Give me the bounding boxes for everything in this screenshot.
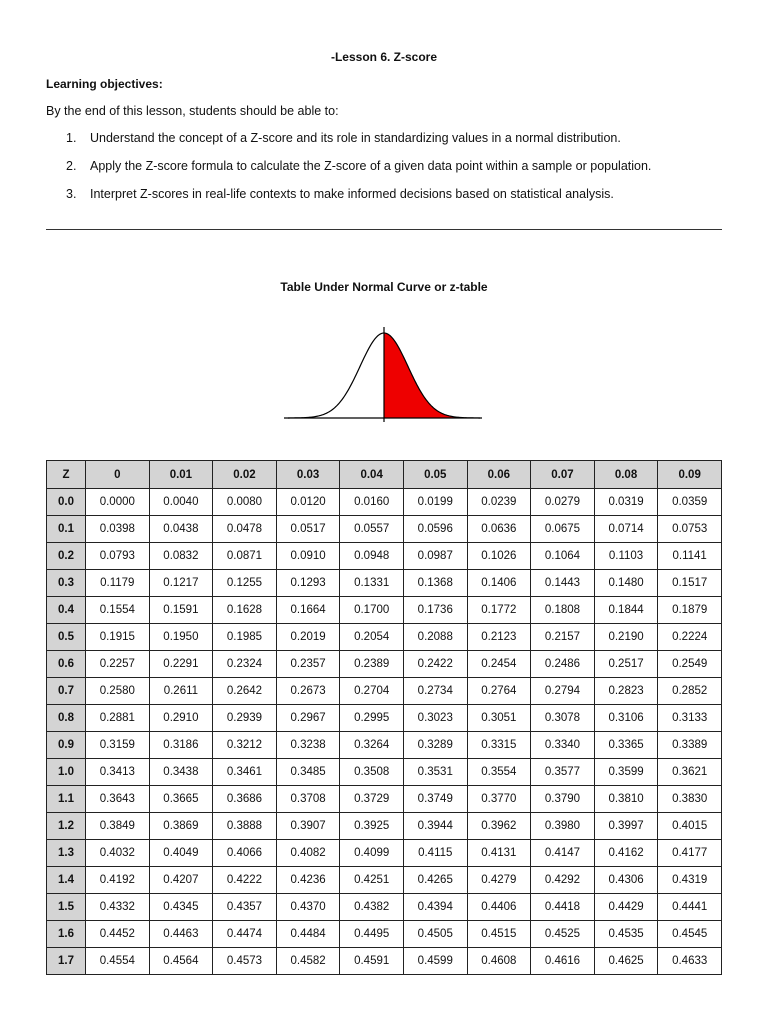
table-cell: 0.3106 — [594, 705, 658, 732]
table-cell: 0.1179 — [86, 570, 150, 597]
z-value-cell: 1.5 — [47, 894, 86, 921]
table-cell: 0.3289 — [403, 732, 467, 759]
z-value-cell: 0.2 — [47, 543, 86, 570]
table-cell: 0.1736 — [403, 597, 467, 624]
header-col: 0.08 — [594, 461, 658, 489]
table-cell: 0.4535 — [594, 921, 658, 948]
table-cell: 0.2549 — [658, 651, 722, 678]
z-value-cell: 0.7 — [47, 678, 86, 705]
table-cell: 0.0596 — [403, 516, 467, 543]
table-cell: 0.0753 — [658, 516, 722, 543]
table-cell: 0.4192 — [86, 867, 150, 894]
objectives-list — [66, 131, 651, 215]
table-cell: 0.0160 — [340, 489, 404, 516]
table-cell: 0.4222 — [213, 867, 277, 894]
table-cell: 0.2794 — [531, 678, 595, 705]
table-header-row — [47, 461, 722, 489]
table-cell: 0.0675 — [531, 516, 595, 543]
table-cell: 0.3790 — [531, 786, 595, 813]
table-row — [47, 570, 722, 597]
table-cell: 0.0910 — [276, 543, 340, 570]
header-col: 0 — [86, 461, 150, 489]
table-cell: 0.2611 — [149, 678, 213, 705]
table-cell: 0.4115 — [403, 840, 467, 867]
header-col: 0.07 — [531, 461, 595, 489]
z-value-cell: 0.6 — [47, 651, 86, 678]
table-cell: 0.2454 — [467, 651, 531, 678]
table-cell: 0.4406 — [467, 894, 531, 921]
table-cell: 0.1293 — [276, 570, 340, 597]
table-cell: 0.2852 — [658, 678, 722, 705]
table-cell: 0.0636 — [467, 516, 531, 543]
table-cell: 0.4484 — [276, 921, 340, 948]
table-cell: 0.4394 — [403, 894, 467, 921]
z-value-cell: 0.4 — [47, 597, 86, 624]
table-cell: 0.2734 — [403, 678, 467, 705]
table-cell: 0.4032 — [86, 840, 150, 867]
table-cell: 0.4265 — [403, 867, 467, 894]
table-cell: 0.3438 — [149, 759, 213, 786]
z-value-cell: 0.9 — [47, 732, 86, 759]
table-cell: 0.2054 — [340, 624, 404, 651]
table-cell: 0.2967 — [276, 705, 340, 732]
header-col: 0.04 — [340, 461, 404, 489]
objective-text: Interpret Z-scores in real-life contexts to make informed decisions based on statistical analysis. — [90, 187, 614, 201]
table-row — [47, 840, 722, 867]
table-cell: 0.4545 — [658, 921, 722, 948]
objective-item — [66, 131, 651, 159]
objective-text: Understand the concept of a Z-score and its role in standardizing values in a normal distribution. — [90, 131, 621, 145]
table-cell: 0.4319 — [658, 867, 722, 894]
z-value-cell: 0.5 — [47, 624, 86, 651]
table-cell: 0.2823 — [594, 678, 658, 705]
table-cell: 0.1664 — [276, 597, 340, 624]
table-row — [47, 624, 722, 651]
table-row — [47, 651, 722, 678]
table-cell: 0.0832 — [149, 543, 213, 570]
z-value-cell: 1.3 — [47, 840, 86, 867]
table-cell: 0.0557 — [340, 516, 404, 543]
table-cell: 0.2486 — [531, 651, 595, 678]
table-cell: 0.2257 — [86, 651, 150, 678]
table-cell: 0.3925 — [340, 813, 404, 840]
objective-number: 1. — [66, 131, 77, 145]
table-cell: 0.3508 — [340, 759, 404, 786]
table-cell: 0.0478 — [213, 516, 277, 543]
table-cell: 0.1443 — [531, 570, 595, 597]
shaded-area — [384, 333, 480, 418]
table-row — [47, 813, 722, 840]
table-row — [47, 705, 722, 732]
table-cell: 0.2389 — [340, 651, 404, 678]
table-cell: 0.4554 — [86, 948, 150, 975]
objective-item — [66, 159, 651, 187]
table-row — [47, 489, 722, 516]
table-cell: 0.1591 — [149, 597, 213, 624]
header-col: 0.01 — [149, 461, 213, 489]
z-value-cell: 0.0 — [47, 489, 86, 516]
table-cell: 0.4608 — [467, 948, 531, 975]
normal-curve-figure — [284, 325, 484, 425]
table-cell: 0.1368 — [403, 570, 467, 597]
table-cell: 0.2123 — [467, 624, 531, 651]
table-cell: 0.1255 — [213, 570, 277, 597]
table-cell: 0.4452 — [86, 921, 150, 948]
table-cell: 0.0239 — [467, 489, 531, 516]
table-cell: 0.3770 — [467, 786, 531, 813]
table-cell: 0.1628 — [213, 597, 277, 624]
table-cell: 0.4177 — [658, 840, 722, 867]
table-cell: 0.4279 — [467, 867, 531, 894]
table-cell: 0.3186 — [149, 732, 213, 759]
table-cell: 0.1844 — [594, 597, 658, 624]
table-cell: 0.4099 — [340, 840, 404, 867]
table-cell: 0.4015 — [658, 813, 722, 840]
table-cell: 0.3485 — [276, 759, 340, 786]
table-cell: 0.0948 — [340, 543, 404, 570]
table-cell: 0.0987 — [403, 543, 467, 570]
table-cell: 0.0517 — [276, 516, 340, 543]
table-body — [47, 489, 722, 975]
table-cell: 0.3599 — [594, 759, 658, 786]
table-cell: 0.2580 — [86, 678, 150, 705]
table-cell: 0.3461 — [213, 759, 277, 786]
table-cell: 0.4370 — [276, 894, 340, 921]
table-cell: 0.4582 — [276, 948, 340, 975]
table-cell: 0.2995 — [340, 705, 404, 732]
table-cell: 0.1985 — [213, 624, 277, 651]
table-row — [47, 894, 722, 921]
table-cell: 0.2357 — [276, 651, 340, 678]
table-cell: 0.4495 — [340, 921, 404, 948]
table-cell: 0.2019 — [276, 624, 340, 651]
table-cell: 0.0359 — [658, 489, 722, 516]
table-row — [47, 732, 722, 759]
table-cell: 0.3238 — [276, 732, 340, 759]
table-cell: 0.4463 — [149, 921, 213, 948]
table-cell: 0.3264 — [340, 732, 404, 759]
table-cell: 0.4082 — [276, 840, 340, 867]
table-cell: 0.2422 — [403, 651, 467, 678]
table-cell: 0.3389 — [658, 732, 722, 759]
objectives-heading: Learning objectives: — [46, 77, 163, 91]
header-col: 0.09 — [658, 461, 722, 489]
table-cell: 0.3577 — [531, 759, 595, 786]
z-value-cell: 1.7 — [47, 948, 86, 975]
table-cell: 0.3849 — [86, 813, 150, 840]
table-cell: 0.0398 — [86, 516, 150, 543]
table-cell: 0.3413 — [86, 759, 150, 786]
table-cell: 0.0080 — [213, 489, 277, 516]
table-cell: 0.3869 — [149, 813, 213, 840]
table-cell: 0.1772 — [467, 597, 531, 624]
table-cell: 0.1064 — [531, 543, 595, 570]
table-cell: 0.1480 — [594, 570, 658, 597]
table-cell: 0.4292 — [531, 867, 595, 894]
table-cell: 0.1808 — [531, 597, 595, 624]
table-cell: 0.3907 — [276, 813, 340, 840]
z-value-cell: 0.3 — [47, 570, 86, 597]
z-value-cell: 1.1 — [47, 786, 86, 813]
table-cell: 0.3023 — [403, 705, 467, 732]
table-cell: 0.4515 — [467, 921, 531, 948]
table-cell: 0.1103 — [594, 543, 658, 570]
table-cell: 0.2939 — [213, 705, 277, 732]
objective-number: 3. — [66, 187, 77, 201]
table-cell: 0.4357 — [213, 894, 277, 921]
table-cell: 0.2224 — [658, 624, 722, 651]
table-cell: 0.4418 — [531, 894, 595, 921]
lesson-title: -Lesson 6. Z-score — [330, 50, 438, 64]
table-row — [47, 678, 722, 705]
table-cell: 0.4382 — [340, 894, 404, 921]
table-cell: 0.3643 — [86, 786, 150, 813]
table-title: Table Under Normal Curve or z-table — [280, 280, 488, 294]
table-cell: 0.3980 — [531, 813, 595, 840]
table-cell: 0.3133 — [658, 705, 722, 732]
table-cell: 0.3665 — [149, 786, 213, 813]
table-cell: 0.4207 — [149, 867, 213, 894]
table-cell: 0.1950 — [149, 624, 213, 651]
table-cell: 0.2324 — [213, 651, 277, 678]
table-cell: 0.0000 — [86, 489, 150, 516]
table-cell: 0.2190 — [594, 624, 658, 651]
intro-text: By the end of this lesson, students should be able to: — [46, 104, 339, 118]
table-cell: 0.3315 — [467, 732, 531, 759]
table-cell: 0.1517 — [658, 570, 722, 597]
table-cell: 0.1217 — [149, 570, 213, 597]
table-cell: 0.4332 — [86, 894, 150, 921]
table-cell: 0.0199 — [403, 489, 467, 516]
table-row — [47, 867, 722, 894]
table-cell: 0.3729 — [340, 786, 404, 813]
table-cell: 0.4564 — [149, 948, 213, 975]
table-cell: 0.4625 — [594, 948, 658, 975]
table-cell: 0.4616 — [531, 948, 595, 975]
header-col: 0.05 — [403, 461, 467, 489]
objective-text: Apply the Z-score formula to calculate the Z-score of a given data point within a sample or population. — [90, 159, 652, 173]
table-cell: 0.2517 — [594, 651, 658, 678]
z-value-cell: 0.1 — [47, 516, 86, 543]
table-cell: 0.2881 — [86, 705, 150, 732]
table-cell: 0.4573 — [213, 948, 277, 975]
table-cell: 0.3888 — [213, 813, 277, 840]
table-cell: 0.4147 — [531, 840, 595, 867]
table-cell: 0.4505 — [403, 921, 467, 948]
table-cell: 0.2704 — [340, 678, 404, 705]
table-cell: 0.3708 — [276, 786, 340, 813]
table-cell: 0.1406 — [467, 570, 531, 597]
table-cell: 0.4429 — [594, 894, 658, 921]
table-cell: 0.1700 — [340, 597, 404, 624]
table-cell: 0.3686 — [213, 786, 277, 813]
table-row — [47, 597, 722, 624]
table-cell: 0.4633 — [658, 948, 722, 975]
table-cell: 0.3554 — [467, 759, 531, 786]
table-cell: 0.4474 — [213, 921, 277, 948]
table-row — [47, 921, 722, 948]
table-cell: 0.2157 — [531, 624, 595, 651]
z-value-cell: 1.4 — [47, 867, 86, 894]
header-col: 0.03 — [276, 461, 340, 489]
table-cell: 0.1026 — [467, 543, 531, 570]
table-cell: 0.2910 — [149, 705, 213, 732]
table-cell: 0.2764 — [467, 678, 531, 705]
table-cell: 0.3621 — [658, 759, 722, 786]
table-cell: 0.0120 — [276, 489, 340, 516]
table-cell: 0.3962 — [467, 813, 531, 840]
table-cell: 0.0871 — [213, 543, 277, 570]
objective-number: 2. — [66, 159, 77, 173]
table-cell: 0.0319 — [594, 489, 658, 516]
table-row — [47, 786, 722, 813]
table-cell: 0.4306 — [594, 867, 658, 894]
table-row — [47, 516, 722, 543]
table-cell: 0.3159 — [86, 732, 150, 759]
z-value-cell: 1.6 — [47, 921, 86, 948]
table-cell: 0.4162 — [594, 840, 658, 867]
table-row — [47, 948, 722, 975]
table-cell: 0.0714 — [594, 516, 658, 543]
table-cell: 0.0279 — [531, 489, 595, 516]
table-cell: 0.3749 — [403, 786, 467, 813]
table-cell: 0.2642 — [213, 678, 277, 705]
z-table — [46, 460, 722, 975]
table-cell: 0.4251 — [340, 867, 404, 894]
table-cell: 0.4591 — [340, 948, 404, 975]
table-cell: 0.3078 — [531, 705, 595, 732]
table-cell: 0.0438 — [149, 516, 213, 543]
objective-item — [66, 187, 651, 215]
table-cell: 0.4236 — [276, 867, 340, 894]
header-col: 0.06 — [467, 461, 531, 489]
table-cell: 0.1554 — [86, 597, 150, 624]
table-cell: 0.3051 — [467, 705, 531, 732]
table-cell: 0.4345 — [149, 894, 213, 921]
table-cell: 0.2291 — [149, 651, 213, 678]
table-cell: 0.4066 — [213, 840, 277, 867]
z-value-cell: 1.2 — [47, 813, 86, 840]
header-z: Z — [47, 461, 86, 489]
table-cell: 0.4525 — [531, 921, 595, 948]
table-cell: 0.4131 — [467, 840, 531, 867]
table-cell: 0.3997 — [594, 813, 658, 840]
table-cell: 0.2088 — [403, 624, 467, 651]
table-cell: 0.1915 — [86, 624, 150, 651]
table-cell: 0.3365 — [594, 732, 658, 759]
z-value-cell: 0.8 — [47, 705, 86, 732]
header-col: 0.02 — [213, 461, 277, 489]
table-cell: 0.1331 — [340, 570, 404, 597]
table-cell: 0.2673 — [276, 678, 340, 705]
table-row — [47, 759, 722, 786]
table-cell: 0.3830 — [658, 786, 722, 813]
table-cell: 0.3810 — [594, 786, 658, 813]
table-row — [47, 543, 722, 570]
table-cell: 0.0793 — [86, 543, 150, 570]
table-cell: 0.3212 — [213, 732, 277, 759]
table-cell: 0.4441 — [658, 894, 722, 921]
table-cell: 0.1879 — [658, 597, 722, 624]
table-cell: 0.1141 — [658, 543, 722, 570]
divider-line — [46, 229, 722, 230]
table-cell: 0.4049 — [149, 840, 213, 867]
table-cell: 0.4599 — [403, 948, 467, 975]
table-cell: 0.3531 — [403, 759, 467, 786]
table-cell: 0.3340 — [531, 732, 595, 759]
table-cell: 0.0040 — [149, 489, 213, 516]
z-value-cell: 1.0 — [47, 759, 86, 786]
table-cell: 0.3944 — [403, 813, 467, 840]
